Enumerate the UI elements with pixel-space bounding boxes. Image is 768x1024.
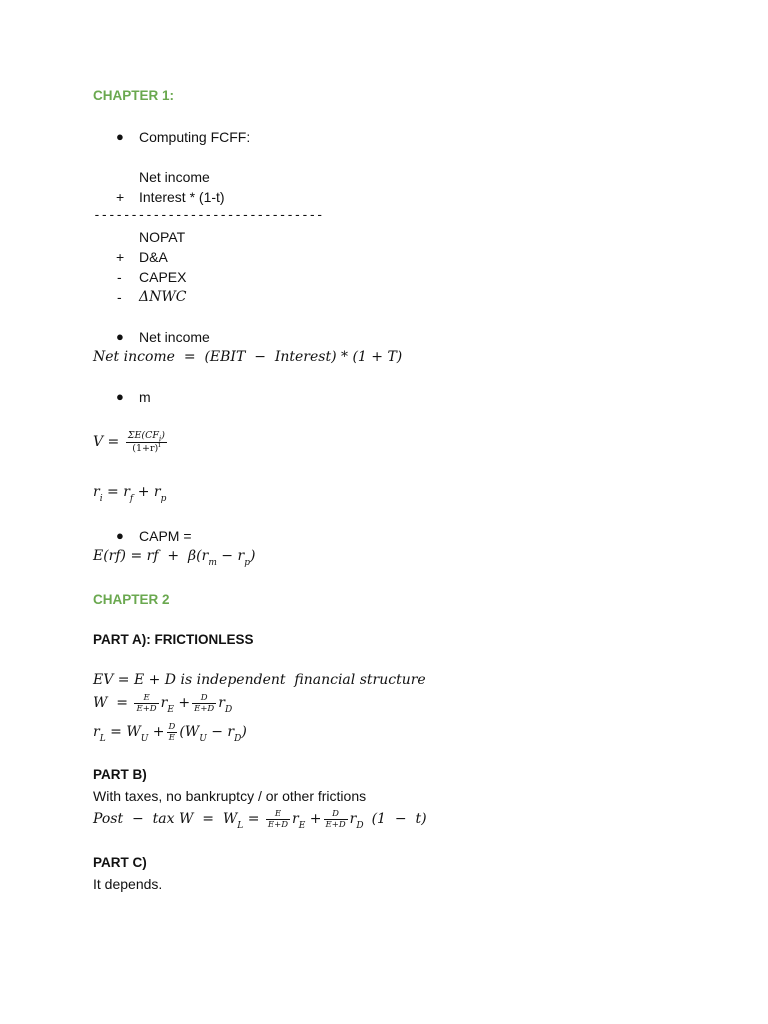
debt-equity-fraction	[167, 722, 178, 743]
frac-num: D	[332, 808, 339, 819]
r-symbol: r	[93, 484, 100, 500]
valuation-denominator: (1+r)	[132, 442, 159, 454]
part-b-text: With taxes, no bankruptcy / or other frictions	[93, 788, 367, 804]
post-tax-lhs: Post − tax W = W	[93, 811, 238, 827]
net-income-formula: Net income = (EBIT − Interest) * (1 + T)	[93, 349, 403, 365]
valuation-fraction	[126, 430, 167, 455]
chapter-1-heading: CHAPTER 1:	[93, 88, 175, 103]
frac-num: E	[274, 808, 282, 819]
sub-l: L	[99, 734, 106, 744]
frac-den: E+D	[194, 703, 215, 714]
fcff-bullet-text: Computing FCFF:	[139, 129, 251, 145]
sub-p: p	[160, 494, 167, 504]
debt-weight-fraction	[324, 809, 348, 830]
r-symbol: r	[160, 695, 168, 711]
net-income-bullet-text: Net income	[139, 329, 210, 345]
frac-den: E	[167, 732, 178, 743]
capm-formula	[93, 547, 255, 567]
sub-i: i	[99, 494, 103, 504]
eq: =	[243, 811, 260, 827]
fcff-sign: +	[116, 189, 125, 205]
eq-rf: = r	[102, 484, 130, 500]
valuation-lhs: V =	[93, 434, 120, 450]
valuation-numerator: ΣE(CF	[127, 429, 159, 441]
fcff-line-capex: CAPEX	[139, 269, 187, 285]
equity-weight-fraction	[134, 693, 158, 714]
ev-formula: EV = E + D is independent financial structure	[93, 672, 426, 688]
r-symbol: r	[218, 695, 225, 711]
frac-num: D	[168, 721, 176, 732]
post-tax-wacc-formula	[93, 805, 427, 835]
plus: +	[305, 811, 322, 827]
minus-r: − r	[206, 724, 235, 740]
fcff-line-nopat: NOPAT	[139, 229, 186, 245]
debt-weight-fraction	[192, 693, 216, 714]
part-a-heading: PART A): FRICTIONLESS	[93, 632, 254, 647]
sub-d: D	[224, 705, 233, 715]
r-symbol: r	[292, 811, 299, 827]
part-c-heading: PART C)	[93, 855, 147, 870]
fcff-sign: -	[117, 269, 122, 285]
close-paren: )	[241, 724, 247, 740]
frac-den: E+D	[267, 819, 289, 830]
capm-bullet-text: CAPM =	[139, 528, 192, 544]
m-bullet-text: m	[139, 389, 151, 405]
r-symbol: r	[349, 811, 357, 827]
frac-num: D	[200, 692, 208, 703]
levered-return-formula	[93, 718, 247, 748]
sub-l: L	[237, 821, 244, 831]
frac-num: E	[143, 692, 150, 703]
sub-p: p	[244, 558, 250, 568]
frac-den: E+D	[136, 703, 157, 714]
capm-minus: − r	[216, 548, 245, 564]
eq-w: = W	[105, 724, 141, 740]
close-paren: )	[249, 548, 256, 564]
chapter-2-heading: CHAPTER 2	[93, 592, 170, 607]
wacc-lhs: W =	[93, 695, 129, 711]
sub-d: D	[356, 821, 364, 831]
wacc-formula	[93, 689, 232, 719]
return-formula	[93, 483, 166, 503]
fcff-line-interest: Interest * (1-t)	[139, 189, 225, 205]
part-b-heading: PART B)	[93, 767, 147, 782]
sub-u: U	[140, 734, 149, 744]
fcff-line-net-income: Net income	[139, 169, 210, 185]
sub-m: m	[208, 558, 217, 568]
equity-weight-fraction	[266, 809, 290, 830]
sup-i: i	[158, 440, 161, 449]
plus: +	[173, 695, 191, 711]
sub-f: f	[129, 494, 134, 504]
bullet-dot: ●	[116, 329, 124, 344]
plus: +	[148, 724, 165, 740]
fcff-line-delta-nwc: ΔNWC	[139, 289, 187, 305]
fcff-sign: +	[116, 249, 125, 265]
sub-d: D	[234, 734, 242, 744]
part-c-text: It depends.	[93, 876, 163, 892]
close-paren: )	[161, 429, 165, 441]
fcff-line-da: D&A	[139, 249, 168, 265]
plus-rp: + r	[133, 484, 161, 500]
tax-shield-term: (1 − t)	[371, 811, 427, 827]
fcff-divider: -------------------------------	[93, 208, 324, 223]
r-symbol: r	[93, 724, 100, 740]
capm-lhs: E(rf) = rf + β(r	[93, 548, 209, 564]
frac-den: E+D	[325, 819, 346, 830]
bullet-dot: ●	[116, 129, 124, 144]
bullet-dot: ●	[116, 389, 124, 404]
sub-i: i	[158, 434, 162, 443]
fcff-sign: -	[117, 289, 122, 305]
bullet-dot: ●	[116, 528, 124, 543]
sub-e: E	[298, 821, 306, 831]
sub-e: E	[167, 705, 174, 715]
paren-w: (W	[179, 724, 200, 740]
valuation-formula	[93, 425, 169, 459]
sub-u: U	[199, 734, 207, 744]
